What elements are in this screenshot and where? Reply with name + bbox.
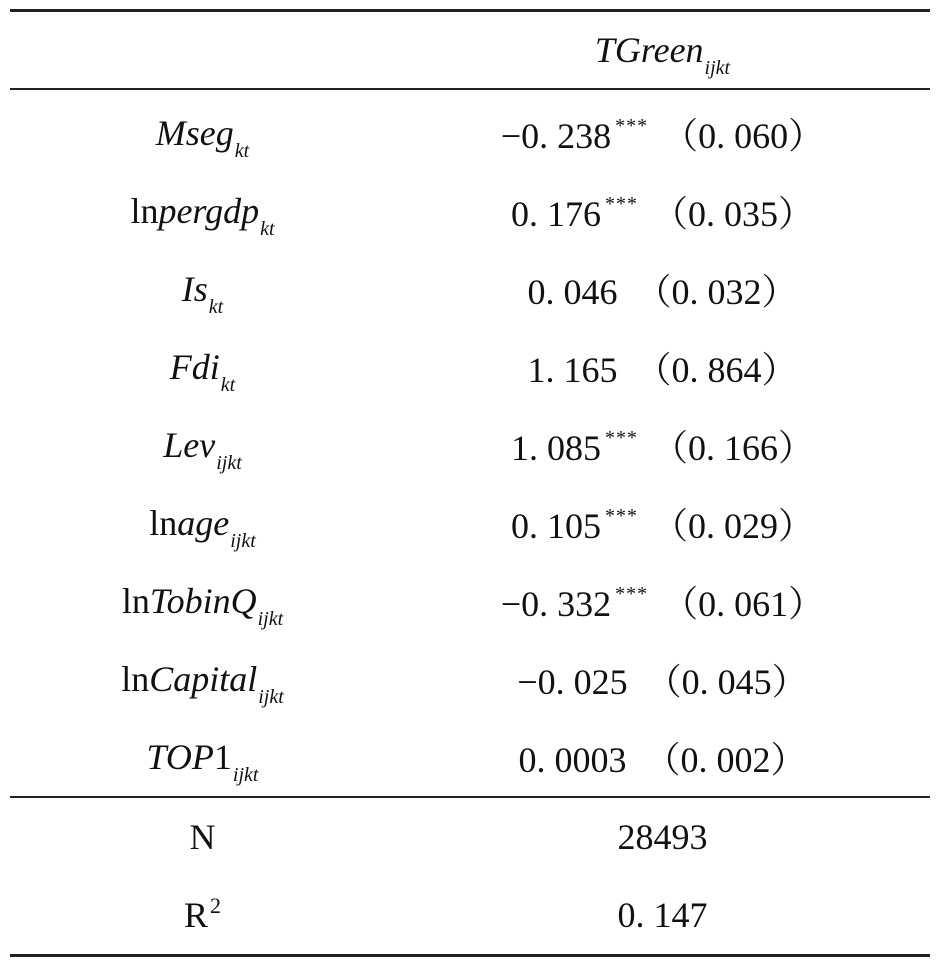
standard-error: （0. 864） <box>635 349 798 390</box>
variable-cell <box>10 502 395 552</box>
observations-row <box>10 798 930 876</box>
r-squared-label: R <box>183 895 208 935</box>
variable-name: Is <box>181 269 208 309</box>
standard-error: （0. 032） <box>635 271 798 312</box>
standard-error: （0. 166） <box>651 427 814 468</box>
r-squared-superscript: 2 <box>210 893 221 918</box>
variable-prefix: ln <box>121 581 150 621</box>
coefficient: 1. 085 <box>510 427 601 468</box>
standard-error: （0. 061） <box>662 583 825 624</box>
r-squared-row <box>10 876 930 954</box>
observations-label: N <box>189 817 216 857</box>
regression-table <box>10 9 930 957</box>
variable-name: Lev <box>163 425 216 465</box>
variable-cell <box>10 580 395 630</box>
r-squared-value: 0. 147 <box>617 895 708 935</box>
variable-cell <box>10 268 395 318</box>
table-row <box>10 250 930 328</box>
table-row <box>10 328 930 406</box>
variable-cell <box>10 346 395 396</box>
header-rule <box>10 88 930 90</box>
standard-error: （0. 002） <box>644 739 807 780</box>
variable-subscript: kt <box>260 218 275 240</box>
variable-subscript: ijkt <box>230 530 256 552</box>
variable-prefix: ln <box>121 659 150 699</box>
variable-subscript: ijkt <box>216 452 242 474</box>
standard-error: （0. 060） <box>662 115 825 156</box>
estimate-cell <box>395 342 930 393</box>
coefficient: 0. 176 <box>510 193 601 234</box>
estimate-cell <box>395 264 930 315</box>
table-row <box>10 562 930 640</box>
estimate-cell <box>395 576 930 627</box>
estimate-cell <box>395 654 930 705</box>
variable-prefix: ln <box>149 503 178 543</box>
variable-name-suffix: 1 <box>213 737 232 777</box>
coefficient: −0. 238 <box>500 115 612 156</box>
significance-stars: *** <box>604 504 638 527</box>
coefficient: −0. 025 <box>517 661 628 702</box>
dependent-var-name: TGreen <box>594 30 704 70</box>
table-row <box>10 406 930 484</box>
table-row <box>10 484 930 562</box>
header-row <box>10 12 930 88</box>
table-row <box>10 172 930 250</box>
significance-stars: *** <box>615 114 649 137</box>
observations-value: 28493 <box>617 817 708 857</box>
estimate-cell <box>395 498 930 549</box>
coefficient: −0. 332 <box>500 583 612 624</box>
variable-cell <box>10 736 395 786</box>
variable-name: Fdi <box>169 347 220 387</box>
standard-error: （0. 045） <box>645 661 808 702</box>
standard-error: （0. 035） <box>651 193 814 234</box>
estimate-cell <box>395 420 930 471</box>
variable-cell <box>10 190 395 240</box>
estimate-cell <box>395 186 930 237</box>
bottom-rule <box>10 954 930 957</box>
variable-cell <box>10 658 395 708</box>
coefficient: 0. 046 <box>527 271 618 312</box>
variable-name: Mseg <box>155 113 234 153</box>
variable-subscript: kt <box>220 374 236 396</box>
coefficient: 1. 165 <box>527 349 618 390</box>
variable-subscript: ijkt <box>257 608 284 630</box>
table-row <box>10 718 930 796</box>
estimate-cell <box>395 108 930 159</box>
significance-stars: *** <box>604 192 638 215</box>
coefficient: 0. 105 <box>510 505 601 546</box>
standard-error: （0. 029） <box>651 505 814 546</box>
significance-stars: *** <box>615 582 649 605</box>
variable-subscript: ijkt <box>232 764 259 786</box>
variable-prefix: ln <box>130 191 159 231</box>
estimate-cell <box>395 732 930 783</box>
dependent-var-subscript: ijkt <box>704 57 731 79</box>
table-row <box>10 640 930 718</box>
table-row <box>10 94 930 172</box>
header-dependent-var <box>395 29 930 79</box>
variable-cell <box>10 424 395 474</box>
variable-name: Capital <box>149 659 258 699</box>
variable-subscript: kt <box>234 140 250 162</box>
variable-name: age <box>177 503 230 543</box>
variable-subscript: ijkt <box>258 686 284 708</box>
significance-stars: *** <box>604 426 638 449</box>
variable-name: pergdp <box>158 191 260 231</box>
variable-name: TOP <box>146 737 214 777</box>
coefficient: 0. 0003 <box>518 739 627 780</box>
variable-subscript: kt <box>208 296 224 318</box>
variable-name: TobinQ <box>149 581 257 621</box>
r-squared-label-cell <box>10 894 395 936</box>
variable-cell <box>10 112 395 162</box>
